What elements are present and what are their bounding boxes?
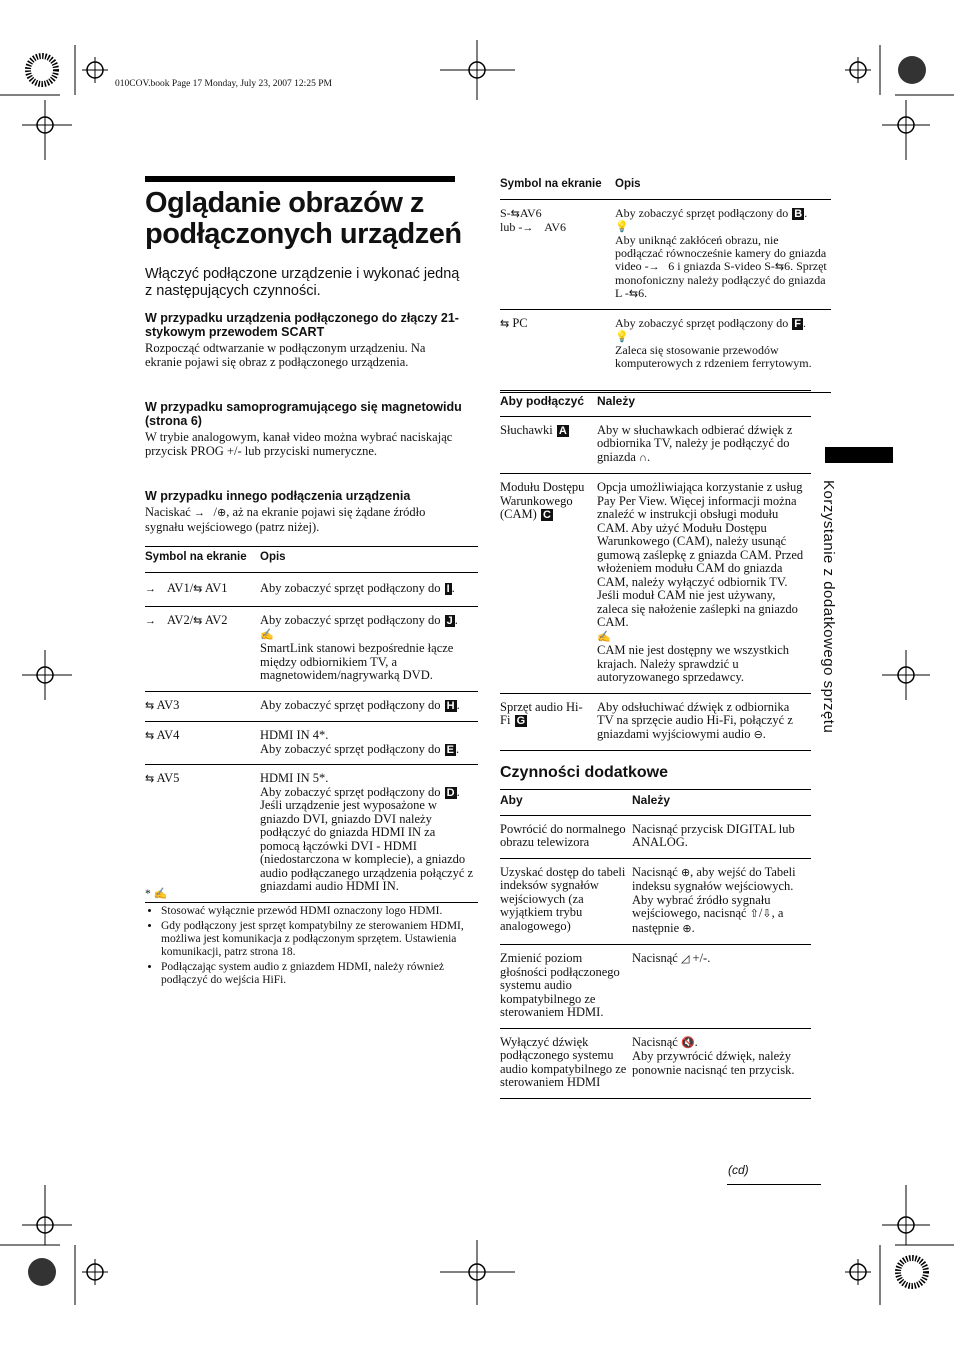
connector-label-box: H: [446, 699, 455, 712]
table-row: S-⇆AV6 lub -→⃝ AV6 Aby zobaczyć sprzęt podłączony do B . 💡 Aby uniknąć zakłóceń obrazu, nie podłączać równocześnie kamery do gniazda video -→⃝6 i gniazda S-video S-⇆6. Sprzęt monofoniczny należy podłączyć do gniazda L -⇆6.: [500, 199, 831, 309]
section-vcr: [145, 400, 465, 458]
sidebar-tab-marker: [825, 447, 893, 463]
page-title: Oglądanie obrazów z podłączonych urządzeń: [145, 187, 462, 250]
connector-label-box: B: [794, 207, 803, 220]
input-icon: →⃝: [193, 507, 214, 519]
symbol-table-left: [145, 546, 478, 903]
title-rule: [145, 176, 455, 182]
extra-section-heading: Czynności dodatkowe: [500, 764, 669, 781]
volume-icon: ◿: [680, 953, 690, 965]
table-row: ⇆ AV3 Aby zobaczyć sprzęt podłączony do H .: [145, 691, 478, 722]
video-input-icon: →⃝: [522, 222, 542, 234]
arrow-up-icon: ⇧: [749, 908, 759, 920]
note-icon: ✍: [153, 888, 168, 900]
connector-label-box: E: [446, 743, 454, 756]
arrow-down-icon: ⇩: [762, 908, 772, 920]
section-heading: W przypadku samoprogramującego się magnetowidu (strona 6): [145, 400, 462, 428]
sidebar-label: Korzystanie z dodatkowego sprzętu: [820, 480, 837, 734]
connector-label-box: A: [558, 424, 567, 437]
rgb-input-icon: ⇆: [193, 615, 203, 627]
table-header: Opis: [615, 174, 831, 199]
audio-out-icon: ⊖: [753, 728, 763, 741]
table-header: Należy: [632, 790, 811, 816]
pc-input-icon: ⇆: [500, 317, 510, 330]
hdmi-input-icon: ⇆: [145, 773, 155, 785]
section-heading: W przypadku urządzenia podłączonego do złączy 21-stykowym przewodem SCART: [145, 311, 459, 339]
section-text: Naciskać →⃝/⊕, aż na ekranie pojawi się żądane źródło sygnału wejściowego (patrz niżej).: [145, 505, 426, 534]
table-row: Powrócić do normalnego obrazu telewizora Nacisnąć przycisk DIGITAL lub ANALOG.: [500, 815, 811, 858]
table-row: Wyłączyć dźwięk podłączonego systemu audio kompatybilnego ze sterowaniem HDMI Nacisnąć 🔇. Aby przywrócić dźwięk, należy ponownie nacisnąć ten przycisk.: [500, 1028, 811, 1098]
continued-label: (cd): [728, 1163, 749, 1177]
input-select-icon: ⊕: [216, 507, 227, 519]
footnotes: * ✍ • Stosować wyłącznie przewód HDMI oznaczony logo HDMI. • Gdy podłączony jest sprzęt kompatybilny ze sterowaniem HDMI, możliwa jest komunikacja z podłączonym sprzętem. Ustawienia komunikacji, patrz strona 18. • Podłączając system audio z gniazdem HDMI, należy również podłączyć do wejścia HiFi.: [145, 888, 475, 989]
intro-text: Włączyć podłączone urządzenie i wykonać jedną z następujących czynności.: [145, 266, 460, 299]
component-input-icon: ⇆: [145, 699, 155, 712]
table-header: Aby podłączyć: [500, 391, 597, 417]
table-header: Symbol na ekranie: [145, 547, 260, 573]
footnote-item: • Gdy podłączony jest sprzęt kompatybilny ze sterowaniem HDMI, możliwa jest komunikacja z podłączonym sprzętem. Ustawienia komunikacji, patrz strona 18.: [161, 920, 475, 959]
connector-label-box: I: [446, 582, 450, 595]
table-row: →⃝ AV1/⇆ AV1 Aby zobaczyć sprzęt podłączony do I .: [145, 572, 478, 607]
scart-input-icon: →⃝: [145, 582, 165, 595]
extra-table: [500, 789, 811, 1099]
section-other: [145, 489, 465, 534]
section-scart: [145, 311, 465, 369]
connector-label-box: D: [446, 786, 455, 799]
continued-rule: [727, 1184, 821, 1185]
rgb-input-icon: ⇆: [193, 582, 203, 595]
ok-icon: ⊕: [682, 922, 692, 935]
table-header: Opis: [260, 547, 478, 573]
footnote-item: • Podłączając system audio z gniazdem HDMI, należy również podłączyć do wejścia HiFi.: [161, 961, 475, 987]
section-text: Rozpocząć odtwarzanie w podłączonym urządzeniu. Na ekranie pojawi się obraz z podłączonego urządzenia.: [145, 341, 426, 369]
table-row: Zmienić poziom głośności podłączonego systemu audio kompatybilnego ze sterowaniem HDMI. Nacisnąć ◿ +/-.: [500, 945, 811, 1029]
connector-label-box: G: [516, 715, 526, 727]
book-header-line: 010COV.book Page 17 Monday, July 23, 2007 12:25 PM: [115, 79, 332, 89]
section-heading: W przypadku innego podłączenia urządzenia: [145, 489, 411, 503]
table-header: Należy: [597, 391, 811, 417]
mute-icon: 🔇: [680, 1036, 695, 1049]
tip-bulb-icon: 💡: [615, 330, 629, 343]
note-icon: ✍: [597, 630, 611, 643]
table-row: Słuchawki A Aby w słuchawkach odbierać dźwięk z odbiornika TV, należy je podłączyć do gniazda ∩.: [500, 416, 811, 474]
svideo-icon: ⇆: [510, 207, 520, 220]
connector-label-box: F: [794, 317, 801, 330]
section-text: W trybie analogowym, kanał video można wybrać naciskając przycisk PROG +/- lub przyciski numeryczne.: [145, 430, 453, 458]
input-select-icon: ⊕: [680, 866, 691, 879]
connector-label-box: J: [446, 615, 453, 627]
table-row: Sprzęt audio Hi-Fi G Aby odsłuchiwać dźwięk z odbiornika TV na sprzęcie audio Hi-Fi, połączyć z gniazdami wyjściowymi audio ⊖.: [500, 693, 811, 751]
table-row: ⇆ PC Aby zobaczyć sprzęt podłączony do F . 💡 Zaleca się stosowanie przewodów komputerowych z rdzeniem ferrytowym.: [500, 309, 831, 392]
table-row: ⇆ AV4 HDMI IN 4*. Aby zobaczyć sprzęt podłączony do E .: [145, 722, 478, 765]
scart-input-icon: →⃝: [145, 615, 165, 627]
symbol-table-right: [500, 174, 831, 393]
table-row: ⇆ AV5 HDMI IN 5*. Aby zobaczyć sprzęt podłączony do D . Jeśli urządzenie jest wyposażone w gniazdo DVI, gniazdo DVI należy podłączyć do gniazda HDMI IN za pomocą łączówki DVI - HDMI (niedostarczona w komplecie), a gniazdo audio podłączanego urządzenia połączyć z gniazdami audio HDMI IN.: [145, 765, 478, 903]
table-header: Symbol na ekranie: [500, 174, 615, 199]
table-row: Uzyskać dostęp do tabeli indeksów sygnałów wejściowych (za wyjątkiem trybu analogowego) Nacisnąć ⊕, aby wejść do Tabeli indeksu sygnałów wejściowych. Aby wybrać źródło sygnału wejściowego, nacisnąć ⇧/⇩, a następnie ⊕.: [500, 858, 811, 945]
table-header: Aby: [500, 790, 632, 816]
note-icon: ✍: [260, 628, 274, 641]
headphones-icon: ∩: [639, 451, 647, 464]
hdmi-input-icon: ⇆: [145, 730, 155, 742]
footnote-item: • Stosować wyłącznie przewód HDMI oznaczony logo HDMI.: [161, 905, 475, 918]
table-row: →⃝ AV2/⇆ AV2 Aby zobaczyć sprzęt podłączony do J . ✍ SmartLink stanowi bezpośrednie łącze między odbiornikiem TV, a magnetowidem/nagrywarką DVD.: [145, 607, 478, 692]
connector-label-box: C: [542, 509, 551, 521]
connect-table: [500, 390, 811, 751]
table-row: Modułu Dostępu Warunkowego (CAM) C Opcja umożliwiająca korzystanie z usług Pay Per View. Więcej informacji można znaleźć w instrukcji obsługi modułu CAM. Aby użyć Modułu Dostępu Warunkowego (CAM), należy usunąć gumową zaślepkę z gniazda CAM. Przed włożeniem modułu CAM do gniazda CAM, należy wyłączyć odbiornik TV. Jeśli moduł CAM nie jest używany, zaleca się nałożenie zaślepki na gniazdo CAM. ✍ CAM nie jest dostępny we wszystkich krajach. Należy sprawdzić u autoryzowanego sprzedawcy.: [500, 474, 811, 694]
tip-bulb-icon: 💡: [615, 220, 629, 233]
